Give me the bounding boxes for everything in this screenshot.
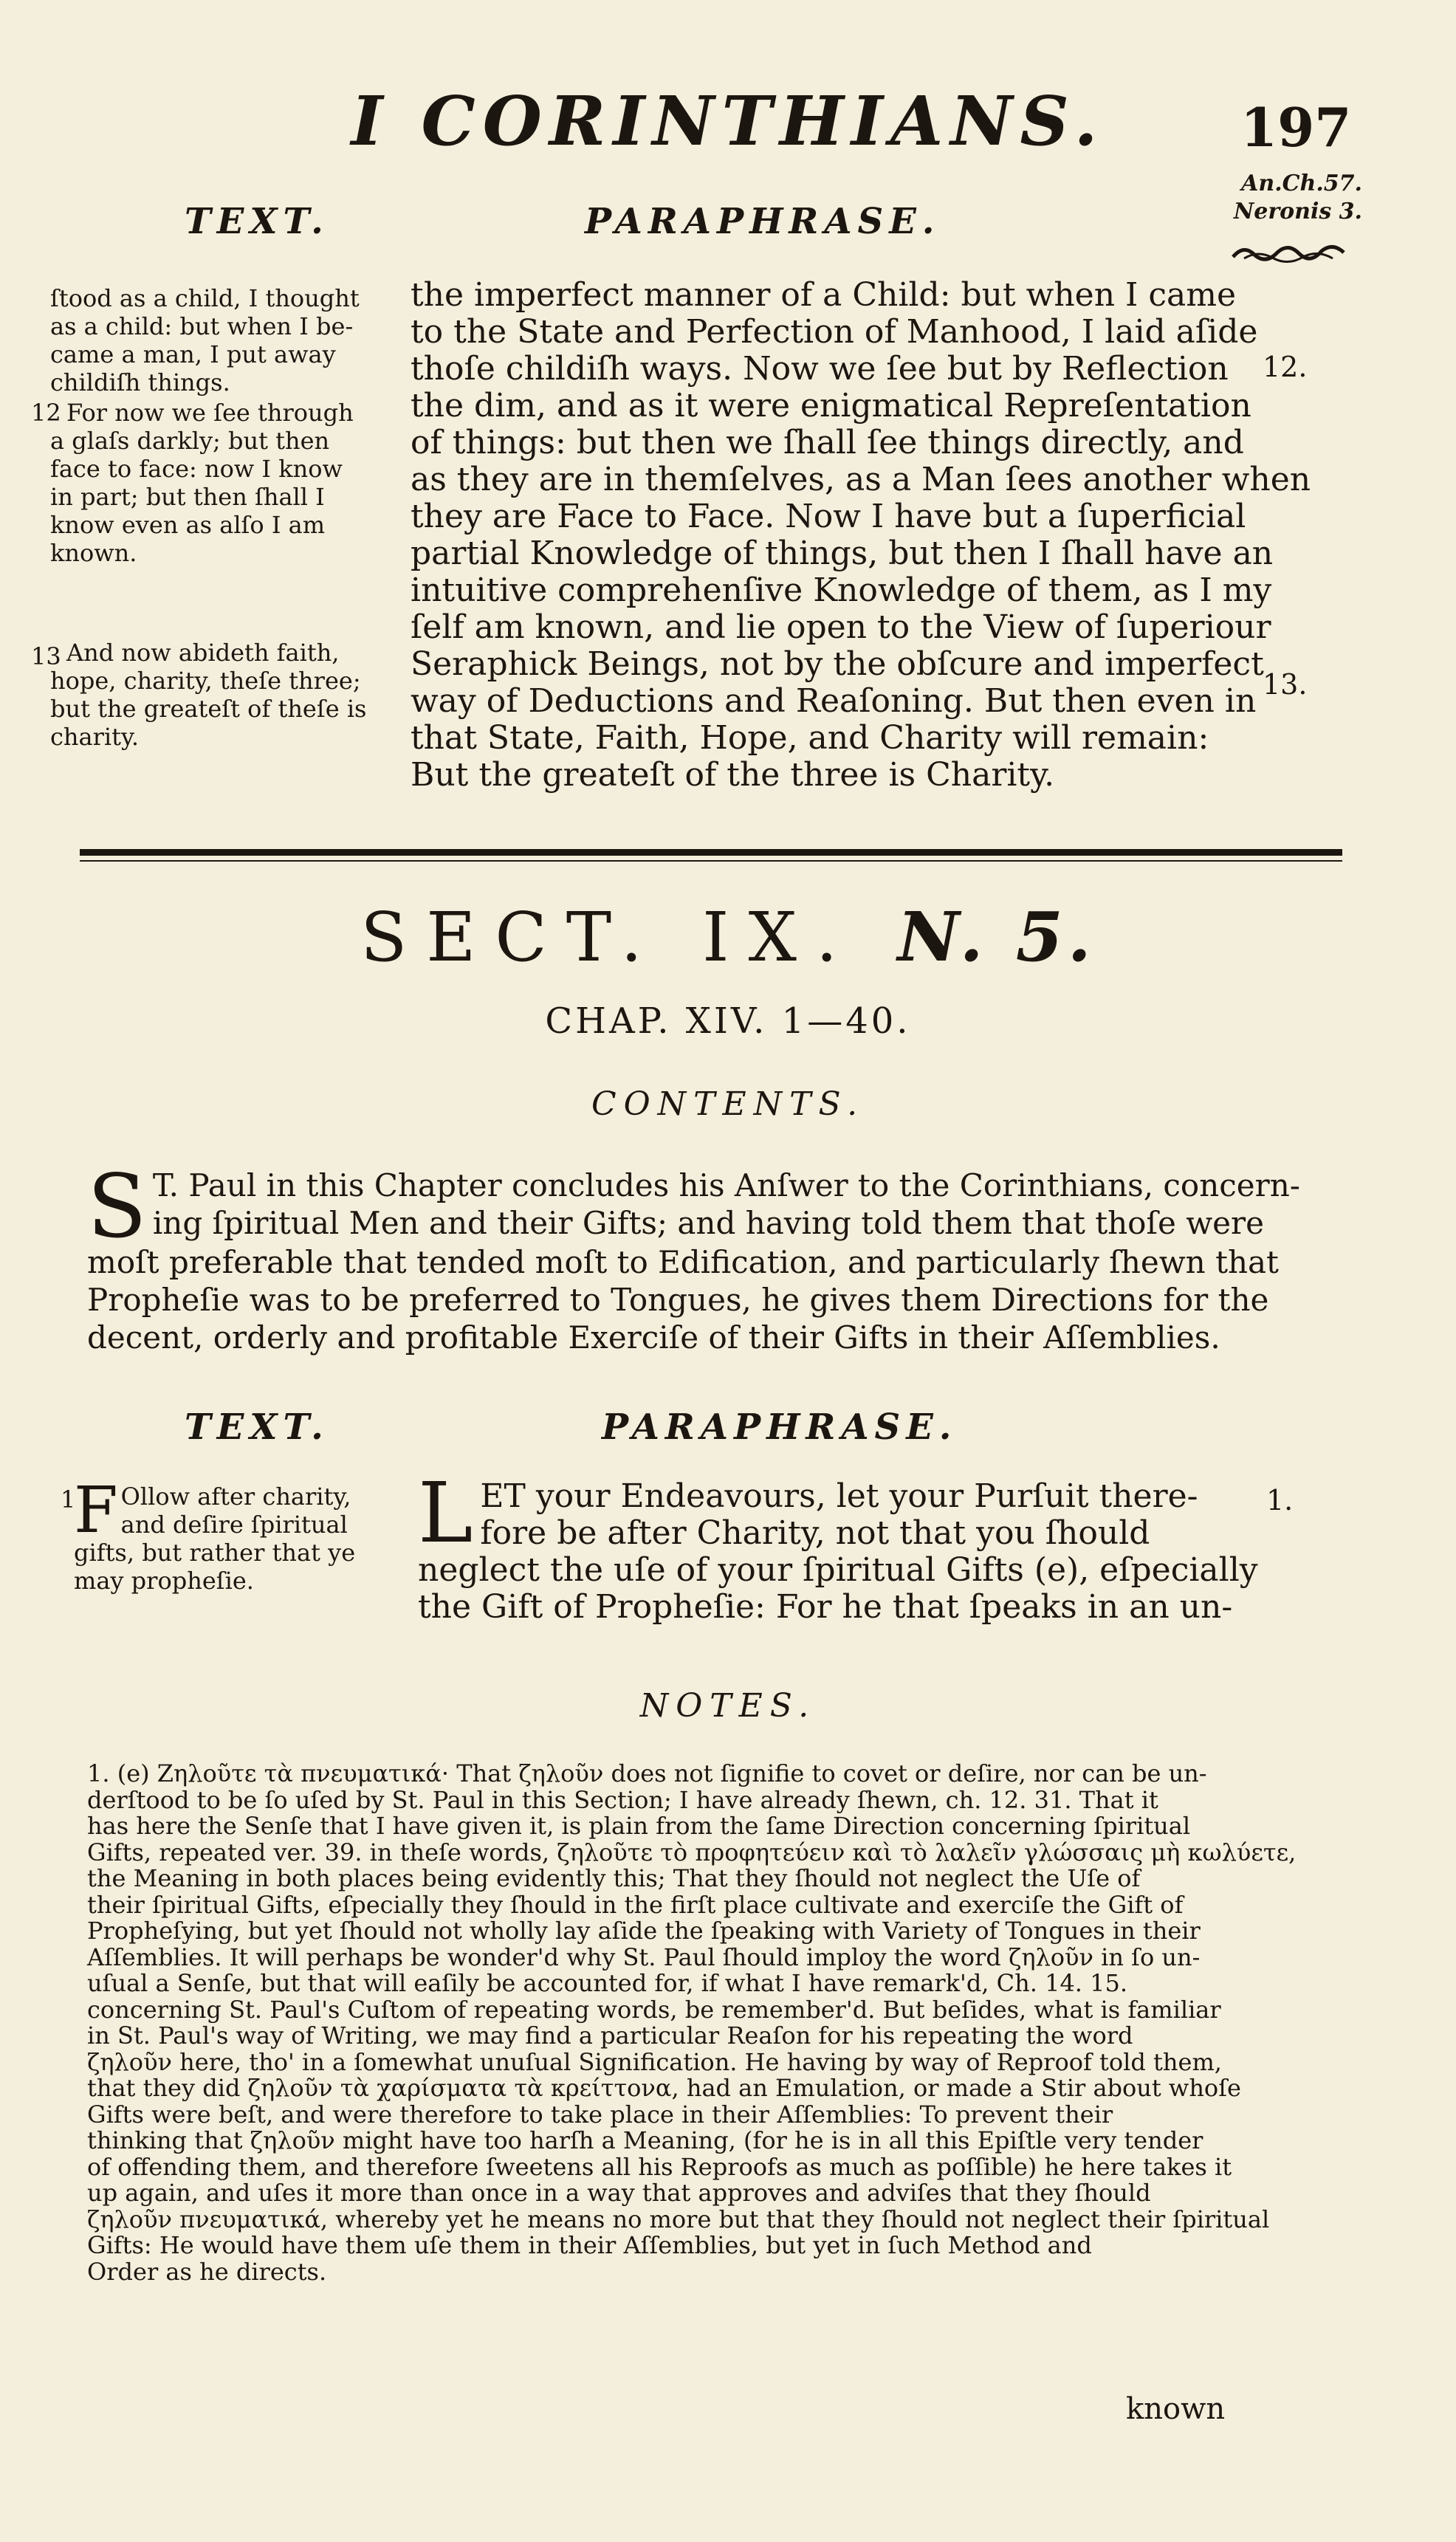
contents-line: Propheſie was to be preferred to Tongues, he gives them Directions for the (87, 1282, 1269, 1318)
text-block-verse-13 (50, 639, 412, 751)
note-line: derſtood to be ſo uſed by St. Paul in this Section; I have already ſhewn, ch. 12. 31. That it (87, 1785, 1158, 1814)
contents-line: T. Paul in this Chapter concludes his Anſwer to the Corinthians, concern- (152, 1167, 1300, 1203)
note-line: Gifts were beſt, and were therefore to take place in their Aſſemblies: To prevent their (87, 2100, 1113, 2129)
text-block-verse-12 (50, 399, 412, 567)
text-column-head: TEXT. (185, 201, 329, 242)
note-line: has here the Senſe that I have given it, is plain from the ſame Direction concerning ſpiritual (87, 1812, 1191, 1840)
verse-number-1: 1 (61, 1485, 76, 1514)
verse-number-13: 13 (31, 642, 61, 670)
catchword: known (1126, 2392, 1226, 2426)
note-line: that they did ζηλοῦν τὰ χαρίσματα τὰ κρείττονα, had an Emulation, or made a Stir about whoſe (87, 2074, 1241, 2102)
note-line: thinking that ζηλοῦν might have too harſh a Meaning, (for he is in all this Epiſtle very tender (87, 2126, 1203, 2154)
verse-number-12: 12 (31, 399, 61, 427)
paraphrase-line: fore be after Charity, not that you ſhould (480, 1514, 1150, 1552)
paraphrase-column-head: PARAPHRASE. (585, 201, 941, 242)
text-line: known. (50, 539, 137, 567)
paraphrase-block-bottom (418, 1466, 1258, 1626)
text-line: Ollow after charity, (120, 1483, 351, 1511)
text-block-verse-1 (74, 1474, 391, 1595)
note-line: in St. Paul's way of Writing, we may find a particular Reaſon for his repeating the word (87, 2021, 1133, 2050)
note-line: Aſſemblies. It will perhaps be wonder'd why St. Paul ſhould imploy the word ζηλοῦν in ſo un- (87, 1942, 1201, 1971)
text-line: charity. (50, 723, 139, 751)
note-line: up again, and uſes it more than once in a way that approves and adviſes that they ſhould (87, 2179, 1151, 2207)
note-line: 1. (e) Ζηλοῦτε τὰ πνευματικά· That ζηλοῦν does not ſignifie to covet or deſire, nor can be un- (87, 1759, 1207, 1787)
paraphrase-line: intuitive comprehenſive Knowledge of them, as I my (411, 571, 1272, 609)
note-line: Propheſying, but yet ſhould not wholly lay aſide the ſpeaking with Variety of Tongues in their (87, 1917, 1201, 1945)
paraphrase-line: the Gift of Propheſie: For he that ſpeaks in an un- (418, 1588, 1233, 1626)
text-line: a glaſs darkly; but then (50, 427, 330, 455)
margin-verse-1: 1. (1266, 1484, 1294, 1516)
section-rule-thin (80, 860, 1342, 862)
note-line: the Meaning in both places being evidently this; That they ſhould not neglect the Uſe of (87, 1864, 1141, 1892)
text-line: childiſh things. (50, 368, 230, 396)
paraphrase-line: way of Deductions and Reaſoning. But then even in (411, 682, 1257, 720)
contents-heading: CONTENTS. (591, 1085, 865, 1123)
note-line: concerning St. Paul's Cuſtom of repeating words, be remember'd. But beſides, what is familiar (87, 1995, 1221, 2024)
paraphrase-line: ET your Endeavours, let your Purſuit there- (480, 1477, 1198, 1515)
paraphrase-line: the imperfect manner of a Child: but when I came (411, 276, 1237, 314)
paraphrase-line: they are Face to Face. Now I have but a ſuperficial (411, 498, 1246, 535)
text-line: face to face: now I know (50, 455, 343, 483)
note-line: ζηλοῦν here, tho' in a ſomewhat unuſual Signification. He having by way of Reproof told them, (87, 2047, 1222, 2076)
running-head: I CORINTHIANS. (351, 81, 1105, 161)
contents-line: moſt preferable that tended moſt to Edification, and particularly ſhewn that (87, 1244, 1279, 1280)
paraphrase-line: ſelf am known, and lie open to the View of ſuperiour (411, 608, 1271, 646)
paraphrase-line: as they are in themſelves, as a Man ſees another when (411, 461, 1311, 498)
paraphrase-dropcap: L (418, 1466, 473, 1562)
text-line: in part; but then ſhall I (50, 483, 325, 511)
section-title (0, 897, 1456, 977)
section-rule-thick (80, 849, 1342, 856)
paraphrase-line: neglect the uſe of your ſpiritual Gifts (e), eſpecially (418, 1551, 1258, 1589)
paraphrase-column-head-2: PARAPHRASE. (602, 1406, 958, 1448)
notes-heading: NOTES. (639, 1687, 817, 1725)
text-line: but the greateſt of theſe is (50, 695, 367, 723)
paraphrase-line: of things: but then we ſhall ſee things directly, and (411, 424, 1244, 461)
paraphrase-line: the dim, and as it were enigmatical Repreſentation (411, 387, 1251, 425)
text-line: know even as alſo I am (50, 511, 326, 539)
section-number: N. 5. (897, 897, 1096, 977)
contents-summary (87, 1155, 1342, 1356)
note-line: ζηλοῦν πνευματικά, whereby yet he means no more but that they ſhould not neglect their ſpiritual (87, 2205, 1270, 2233)
contents-line: decent, orderly and profitable Exerciſe of their Gifts in their Aſſemblies. (87, 1319, 1220, 1356)
note-line: their ſpiritual Gifts, eſpecially they ſhould in the firſt place cultivate and exerciſe the Gift of (87, 1890, 1184, 1919)
margin-verse-12: 12. (1263, 351, 1308, 383)
text-dropcap: F (74, 1474, 118, 1547)
text-column-head-2: TEXT. (185, 1406, 329, 1448)
margin-verse-13: 13. (1263, 668, 1308, 701)
text-line: gifts, but rather that ye (74, 1539, 356, 1567)
margin-date-year: An.Ch.57. (1241, 171, 1362, 196)
note-line: Gifts: He would have them uſe them in their Aſſemblies, but yet in ſuch Method and (87, 2231, 1092, 2259)
text-line: as a child: but when I be- (50, 312, 354, 340)
text-line: and deſire ſpiritual (120, 1511, 348, 1539)
paraphrase-line: thoſe childiſh ways. Now we ſee but by Reflection (411, 350, 1229, 388)
text-line: ſtood as a child, I thought (50, 284, 360, 312)
paraphrase-line: But the greateſt of the three is Charity. (411, 756, 1055, 794)
section-label: SECT. IX. (360, 898, 857, 977)
text-line: For now we ſee through (66, 399, 354, 427)
margin-date (1215, 170, 1362, 226)
note-line: Order as he directs. (87, 2257, 327, 2286)
page-number: 197 (1240, 96, 1352, 159)
paraphrase-line: partial Knowledge of things, but then I ſhall have an (411, 535, 1274, 572)
text-line: And now abideth faith, (66, 639, 340, 667)
contents-dropcap: S (87, 1155, 147, 1257)
paraphrase-line: that State, Faith, Hope, and Charity will remain: (411, 719, 1209, 757)
text-line: hope, charity, theſe three; (50, 667, 361, 695)
note-line: uſual a Senſe, but that will eaſily be accounted for, if what I have remark'd, Ch. 14. 15. (87, 1969, 1128, 1997)
text-block-continuation (50, 284, 412, 396)
contents-line: ing ſpiritual Men and their Gifts; and having told them that thoſe were (152, 1205, 1264, 1241)
notes-body (87, 1761, 1342, 2285)
margin-date-reign: Neronis 3. (1233, 199, 1362, 224)
paraphrase-line: to the State and Perfection of Manhood, I laid aſide (411, 313, 1258, 351)
note-line: Gifts, repeated ver. 39. in theſe words, ζηλοῦτε τὸ προφητεύειν καὶ τὸ λαλεῖν γλώσσαις μὴ κωλύετε, (87, 1838, 1297, 1866)
text-line: came a man, I put away (50, 340, 336, 368)
paraphrase-line: Seraphick Beings, not by the obſcure and imperfect (411, 645, 1264, 683)
note-line: of offending them, and therefore ſweetens all his Reproofs as much as poſſible) he here takes it (87, 2152, 1232, 2181)
flourish-ornament-icon (1229, 236, 1347, 266)
text-line: may propheſie. (74, 1567, 254, 1595)
chapter-title: CHAP. XIV. 1—40. (545, 1000, 911, 1042)
